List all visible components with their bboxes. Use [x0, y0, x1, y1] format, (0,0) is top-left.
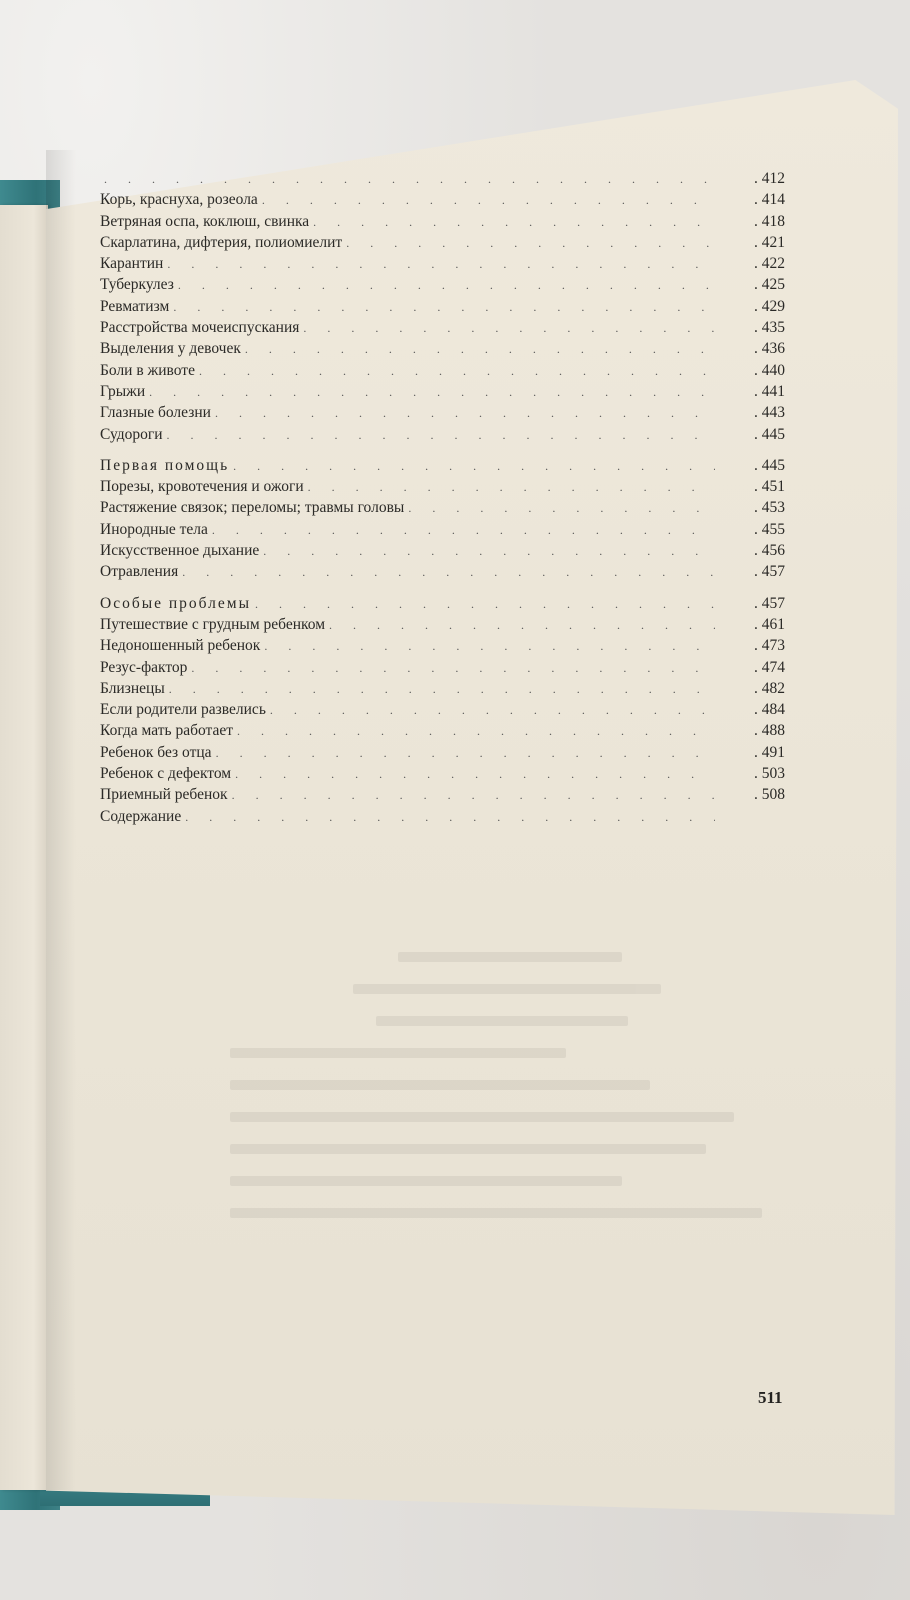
toc-entry-page: . 445 [719, 424, 785, 445]
toc-entry-label: Ветряная оспа, коклюш, свинка [100, 212, 310, 230]
toc-leader-dots [149, 382, 715, 403]
toc-entry [100, 296, 785, 317]
toc-entry-page: . 425 [719, 274, 785, 295]
toc-entry [100, 232, 785, 253]
toc-first-aid-entries [100, 476, 785, 582]
toc-entry [100, 424, 785, 445]
toc-entry-page: . 418 [719, 211, 785, 232]
toc-main-entries [100, 189, 785, 445]
toc-leader-dots [173, 297, 715, 318]
toc-entry-page: . 491 [719, 742, 785, 763]
toc-entry-page: . 435 [719, 317, 785, 338]
toc-leader-dots [263, 541, 715, 562]
table-of-contents [100, 168, 785, 827]
toc-entry-label: Ребенок с дефектом [100, 765, 232, 783]
toc-leader-dots [232, 785, 715, 806]
toc-entry [100, 806, 785, 827]
toc-entry [100, 317, 785, 338]
toc-entry-page: . 445 [719, 455, 785, 476]
toc-entry-page: . 414 [719, 189, 785, 210]
page-number: 511 [758, 1388, 783, 1407]
toc-leader-dots [199, 361, 715, 382]
toc-entry-label: Боли в животе [100, 361, 195, 379]
toc-entry-page: . 421 [719, 232, 785, 253]
toc-entry [100, 211, 785, 232]
bleed-through-text [230, 930, 790, 1360]
toc-entry-page: . 441 [719, 381, 785, 402]
toc-entry-label: Ревматизм [100, 297, 170, 315]
toc-entry [100, 699, 785, 720]
toc-entry-page: . 453 [719, 497, 785, 518]
toc-leader-dots [264, 636, 715, 657]
toc-entry-label: Содержание [100, 807, 182, 825]
toc-entry-page: . 456 [719, 540, 785, 561]
toc-leader-dots [313, 212, 715, 233]
toc-entry-page: . 484 [719, 699, 785, 720]
toc-entry-label: Когда мать работает [100, 722, 233, 740]
previous-page-edge [0, 205, 48, 1490]
toc-leader-dots [215, 403, 715, 424]
toc-leader-dots [169, 679, 715, 700]
toc-leader-dots [255, 594, 715, 615]
toc-section-first-aid [100, 455, 785, 476]
toc-entry-page: . 473 [719, 635, 785, 656]
toc-entry [100, 742, 785, 763]
toc-entry-page: . 429 [719, 296, 785, 317]
toc-leader-dots [329, 615, 715, 636]
toc-leader-dots [303, 318, 715, 339]
toc-entry-label: Порезы, кровотечения и ожоги [100, 478, 304, 496]
toc-leader-dots [212, 520, 715, 541]
toc-entry-page: . 451 [719, 476, 785, 497]
toc-special-problems-entries [100, 614, 785, 827]
toc-leader-dots [235, 764, 715, 785]
toc-entry-label: Выделения у девочек [100, 340, 241, 358]
toc-entry [100, 381, 785, 402]
toc-entry-label: Близнецы [100, 679, 165, 697]
toc-entry-page: . 422 [719, 253, 785, 274]
toc-leader-dots [182, 562, 715, 583]
toc-entry-label: Глазные болезни [100, 404, 211, 422]
toc-entry [100, 274, 785, 295]
toc-entry [100, 614, 785, 635]
toc-entry [100, 635, 785, 656]
toc-entry-label: Отравления [100, 563, 179, 581]
toc-entry [100, 720, 785, 741]
toc-entry-label: Расстройства мочеиспускания [100, 319, 300, 337]
toc-entry [100, 657, 785, 678]
toc-entry-label: Грыжи [100, 382, 146, 400]
toc-section-special-problems [100, 593, 785, 614]
toc-entry-label: Инородные тела [100, 520, 208, 538]
toc-leader-dots [270, 700, 715, 721]
toc-leader-dots [167, 254, 715, 275]
toc-section-heading: Первая помощь [100, 456, 230, 474]
toc-entry [100, 519, 785, 540]
toc-entry [100, 561, 785, 582]
toc-entry-page: . 488 [719, 720, 785, 741]
toc-entry-page: . 440 [719, 360, 785, 381]
toc-entry-label: Скарлатина, дифтерия, полиомиелит [100, 233, 343, 251]
toc-leader-dots [308, 477, 715, 498]
toc-leader-dots [104, 169, 715, 190]
toc-entry [100, 338, 785, 359]
toc-entry [100, 253, 785, 274]
toc-row-leading [100, 168, 785, 189]
toc-entry-page: . 457 [719, 561, 785, 582]
toc-entry-page: . 474 [719, 657, 785, 678]
toc-entry-label: Туберкулез [100, 276, 174, 294]
toc-entry-label: Путешествие с грудным ребенком [100, 615, 326, 633]
page-gutter-shadow [46, 150, 76, 1490]
toc-leader-dots [185, 807, 715, 828]
toc-entry-label: Недоношенный ребенок [100, 637, 261, 655]
toc-entry-page: . 508 [719, 784, 785, 805]
toc-entry [100, 763, 785, 784]
toc-leader-dots [346, 233, 715, 254]
toc-entry-label: Резус-фактор [100, 658, 188, 676]
toc-leader-dots [191, 658, 715, 679]
toc-entry-page: . 443 [719, 402, 785, 423]
toc-entry-label: Корь, краснуха, розеола [100, 191, 258, 209]
toc-entry-label: Если родители развелись [100, 701, 266, 719]
toc-entry [100, 360, 785, 381]
toc-section-heading: Особые проблемы [100, 594, 252, 612]
toc-leader-dots [167, 425, 715, 446]
toc-entry-page: . 412 [719, 168, 785, 189]
toc-entry [100, 476, 785, 497]
toc-entry [100, 189, 785, 210]
toc-entry [100, 540, 785, 561]
toc-entry-page: . 457 [719, 593, 785, 614]
toc-leader-dots [262, 190, 715, 211]
toc-entry-label: Искусственное дыхание [100, 542, 260, 560]
toc-entry-label: Приемный ребенок [100, 786, 228, 804]
toc-entry [100, 497, 785, 518]
toc-entry [100, 402, 785, 423]
toc-leader-dots [233, 456, 715, 477]
toc-entry-page: . 436 [719, 338, 785, 359]
toc-entry-page: . 482 [719, 678, 785, 699]
toc-leader-dots [216, 743, 715, 764]
toc-entry-page: . 503 [719, 763, 785, 784]
toc-entry-label: Карантин [100, 255, 164, 273]
toc-entry-label: Растяжение связок; переломы; травмы головы [100, 499, 405, 517]
toc-entry [100, 784, 785, 805]
toc-leader-dots [245, 339, 715, 360]
toc-leader-dots [178, 275, 715, 296]
toc-entry [100, 678, 785, 699]
toc-entry-label: Ребенок без отца [100, 743, 212, 761]
toc-leader-dots [408, 498, 715, 519]
toc-entry-page: . 455 [719, 519, 785, 540]
toc-entry-label: Судороги [100, 425, 163, 443]
toc-leader-dots [237, 721, 715, 742]
toc-entry-page: . 461 [719, 614, 785, 635]
